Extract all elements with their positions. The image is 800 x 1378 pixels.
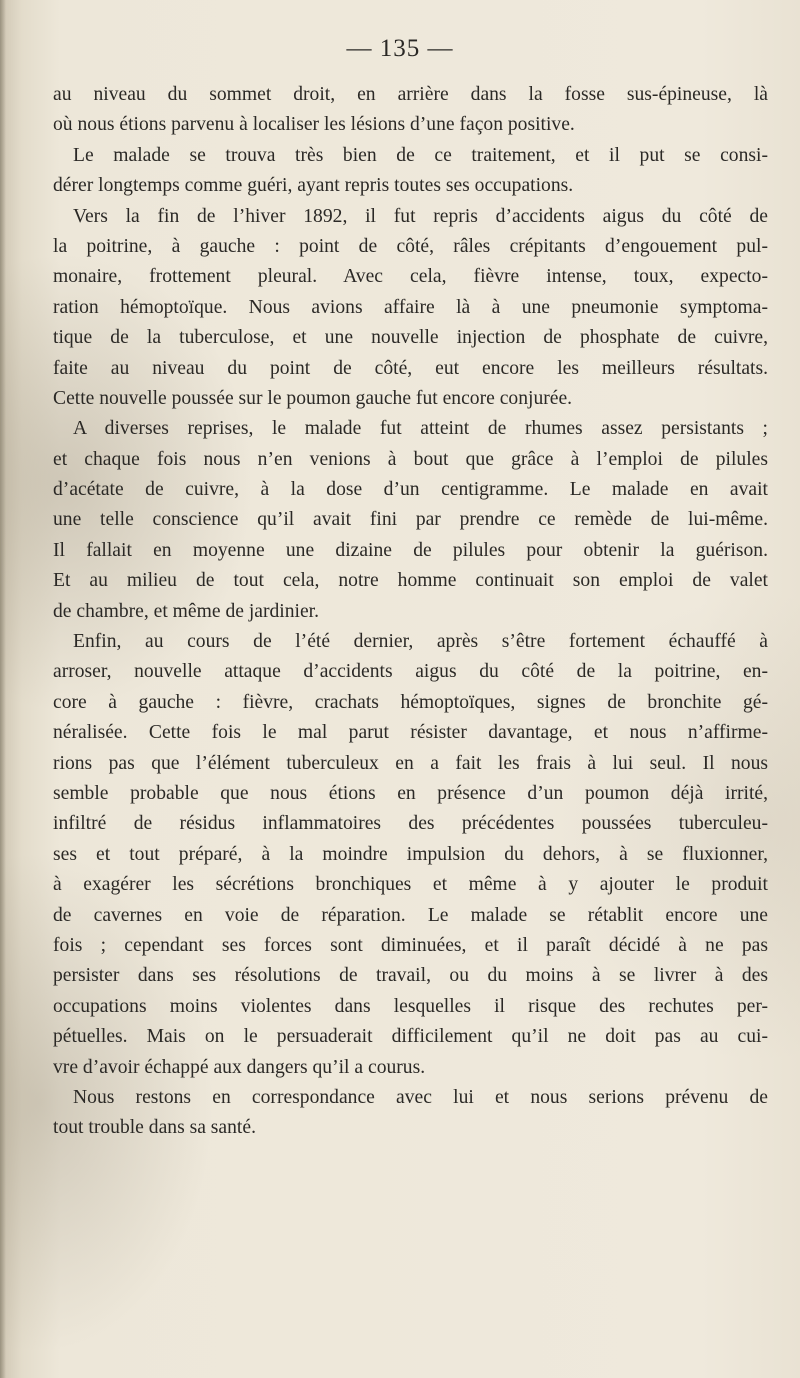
- text-line: vre d’avoir échappé aux dangers qu’il a courus.: [53, 1056, 426, 1078]
- text-line: Cette nouvelle poussée sur le poumon gauche fut encore conjurée.: [53, 387, 573, 409]
- text-line: la poitrine, à gauche : point de côté, râles crépitants d’engouement pul-: [53, 235, 768, 257]
- text-line: dérer longtemps comme guéri, ayant repris toutes ses occupations.: [53, 175, 574, 197]
- text-line: et chaque fois nous n’en venions à bout que grâce à l’emploi de pilules: [53, 448, 768, 470]
- text-line: au niveau du sommet droit, en arrière dans la fosse sus-épineuse, là: [53, 84, 768, 105]
- text-line: pétuelles. Mais on le persuaderait difficilement qu’il ne doit pas au cui-: [53, 1026, 768, 1048]
- text-line: core à gauche : fièvre, crachats hémoptoïques, signes de bronchite gé-: [53, 691, 768, 713]
- body-text: [53, 80, 768, 1144]
- text-line: où nous étions parvenu à localiser les lésions d’une façon positive.: [53, 114, 575, 136]
- text-line: semble probable que nous étions en présence d’un poumon déjà irrité,: [53, 782, 768, 804]
- text-line: fois ; cependant ses forces sont diminuées, et il paraît décidé à ne pas: [53, 934, 768, 956]
- text-line: arroser, nouvelle attaque d’accidents aigus du côté de la poitrine, en-: [53, 661, 768, 683]
- text-line: tout trouble dans sa santé.: [53, 1117, 256, 1139]
- text-line: monaire, frottement pleural. Avec cela, fièvre intense, toux, expecto-: [53, 266, 768, 288]
- text-line: d’acétate de cuivre, à la dose d’un centigramme. Le malade en avait: [53, 479, 768, 501]
- page-binding-shadow: [0, 0, 6, 1378]
- text-line: faite au niveau du point de côté, eut encore les meilleurs résultats.: [53, 357, 768, 379]
- text-line: Vers la fin de l’hiver 1892, il fut repris d’accidents aigus du côté de: [73, 205, 768, 227]
- text-line: à exagérer les sécrétions bronchiques et même à y ajouter le produit: [53, 874, 768, 896]
- text-line: tique de la tuberculose, et une nouvelle injection de phosphate de cuivre,: [53, 327, 768, 349]
- text-line: infiltré de résidus inflammatoires des précédentes poussées tuberculeu-: [53, 813, 768, 835]
- text-line: occupations moins violentes dans lesquelles il risque des rechutes per-: [53, 995, 768, 1017]
- text-line: une telle conscience qu’il avait fini par prendre ce remède de lui-même.: [53, 509, 768, 531]
- text-line: rions pas que l’élément tuberculeux en a fait les frais à lui seul. Il nous: [53, 752, 768, 774]
- text-line: Et au milieu de tout cela, notre homme continuait son emploi de valet: [53, 570, 768, 592]
- text-line: Nous restons en correspondance avec lui et nous serions prévenu de: [73, 1086, 768, 1108]
- text-line: ration hémoptoïque. Nous avions affaire là à une pneumonie symptoma-: [53, 296, 768, 318]
- text-line: Le malade se trouva très bien de ce traitement, et il put se consi-: [73, 144, 768, 166]
- text-line: Il fallait en moyenne une dizaine de pilules pour obtenir la guérison.: [53, 539, 768, 561]
- text-line: Enfin, au cours de l’été dernier, après s’être fortement échauffé à: [73, 631, 768, 653]
- text-line: ses et tout préparé, à la moindre impulsion du dehors, à se fluxionner,: [53, 843, 768, 865]
- text-line: persister dans ses résolutions de travail, ou du moins à se livrer à des: [53, 965, 768, 987]
- text-line: A diverses reprises, le malade fut atteint de rhumes assez persistants ;: [73, 418, 768, 440]
- text-line: de cavernes en voie de réparation. Le malade se rétablit encore une: [53, 904, 768, 926]
- text-line: néralisée. Cette fois le mal parut résister davantage, et nous n’affirme-: [53, 722, 768, 744]
- text-line: de chambre, et même de jardinier.: [53, 600, 320, 622]
- page-number: — 135 —: [346, 35, 454, 62]
